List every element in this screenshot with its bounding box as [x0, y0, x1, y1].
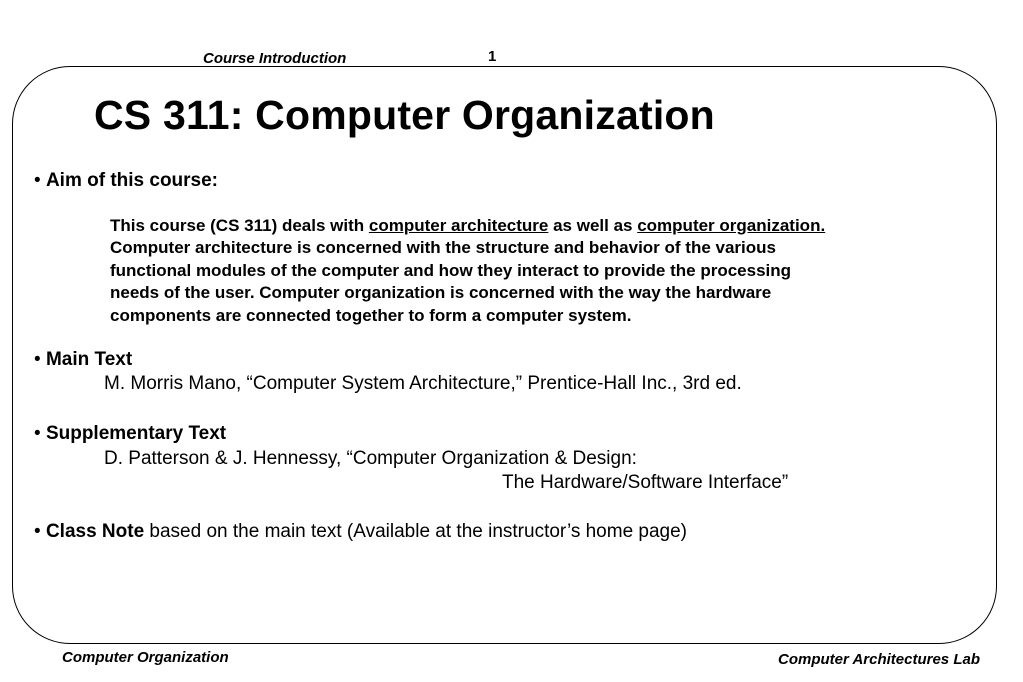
aim-line-5: components are connected together to form a computer system.: [110, 305, 632, 325]
main-text-reference: M. Morris Mano, “Computer System Architecture,” Prentice-Hall Inc., 3rd ed.: [104, 373, 742, 394]
slide-frame: [12, 66, 997, 644]
main-text-heading: Main Text: [45, 349, 133, 370]
class-note-bullet: [34, 521, 687, 543]
supplementary-reference-line-1: D. Patterson & J. Hennessy, “Computer Organization & Design:: [104, 448, 637, 469]
bullet-glyph: •: [34, 349, 41, 370]
computer-organization-term: computer organization.: [637, 216, 826, 235]
aim-line-1-pre: This course (CS 311) deals with: [110, 216, 369, 235]
aim-line-3: functional modules of the computer and how they interact to provide the processing: [110, 260, 792, 280]
class-note-text: based on the main text (Available at the instructor’s home page): [144, 521, 688, 542]
class-note-heading: Class Note: [45, 521, 145, 542]
computer-architecture-term: computer architecture: [368, 216, 549, 235]
supplementary-text-bullet: [34, 423, 226, 445]
aim-line-1: [110, 215, 990, 237]
aim-line-1-mid: as well as: [548, 216, 638, 235]
bullet-glyph: •: [34, 170, 41, 191]
bullet-glyph: •: [34, 423, 41, 444]
footer-computer-architectures-lab: Computer Architectures Lab: [778, 651, 980, 668]
header-course-introduction: Course Introduction: [203, 50, 347, 67]
bullet-glyph: •: [34, 521, 41, 542]
supplementary-reference-line-2: The Hardware/Software Interface”: [502, 472, 789, 493]
footer-computer-organization: Computer Organization: [62, 649, 229, 666]
page-number: 1: [488, 48, 497, 65]
aim-line-2: Computer architecture is concerned with the structure and behavior of the various: [110, 238, 776, 258]
supplementary-text-heading: Supplementary Text: [45, 423, 227, 444]
aim-bullet: [34, 170, 218, 192]
main-text-bullet: [34, 349, 132, 371]
slide-title: CS 311: Computer Organization: [94, 92, 715, 138]
aim-line-4: needs of the user. Computer organization is concerned with the way the hardware: [110, 283, 772, 303]
aim-heading: Aim of this course:: [45, 170, 219, 191]
aim-paragraph: [110, 215, 990, 327]
